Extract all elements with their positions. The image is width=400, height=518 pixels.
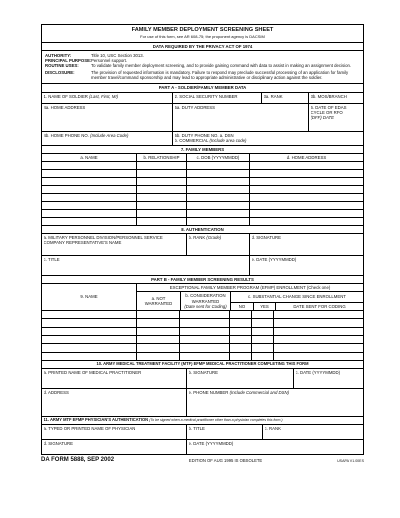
ssn-field[interactable]: 2. SOCIAL SECURITY NUMBER: [172, 93, 261, 103]
privacy-header: DATA REQUIRED BY THE PRIVACY ACT OF 1974: [152, 43, 253, 49]
practitioner-phone-field[interactable]: e. PHONE NUMBER (Include Commercial and DSN): [186, 389, 363, 416]
rank-field[interactable]: 3a. RANK: [261, 93, 308, 103]
family-row[interactable]: [42, 185, 363, 193]
authority-label: AUTHORITY:: [45, 52, 72, 58]
family-rows: [42, 161, 363, 225]
practitioner-date-field[interactable]: c. DATE (YYYYMMDD): [293, 369, 363, 388]
usapa-version: USAPA V1.00ES: [337, 459, 364, 463]
screening-row[interactable]: [42, 343, 363, 351]
purpose-text: Personnel support.: [91, 57, 128, 63]
section-11-hint: (To be signed when a medical practitioner other than a physician completes this form.): [149, 418, 283, 423]
family-row[interactable]: [42, 217, 363, 225]
auth-row-1: [42, 233, 363, 255]
screening-row[interactable]: [42, 335, 363, 343]
sec11-row-2: [42, 439, 363, 454]
part-b-column-header: [42, 283, 363, 310]
section-11-header: 11. ARMY MTF EFMP PHYSICIAN'S AUTHENTICATION: [43, 418, 149, 423]
auth-date-field[interactable]: e. DATE (YYYYMMDD): [249, 256, 363, 275]
sec10-row-1: [42, 368, 363, 388]
auth-header-row: [42, 225, 363, 233]
form-box: [41, 24, 364, 455]
home-phone-field[interactable]: 4b. HOME PHONE NO. (Include Area Code): [43, 132, 129, 138]
col-name: 9. NAME: [80, 294, 98, 300]
screening-row[interactable]: [42, 310, 363, 318]
edas-date-field[interactable]: 6. DATE OF EDAS CYCLE OR RFO (DFF) DATE: [308, 104, 363, 131]
edition-note: EDITION OF AUG 1995 IS OBSOLETE: [188, 458, 263, 463]
family-col-dob: c. DOB (YYYYMMDD): [196, 154, 240, 160]
routine-uses-label: ROUTINE USES:: [45, 62, 79, 68]
auth-signature-field[interactable]: d. SIGNATURE: [249, 234, 363, 255]
part-a-header-row: [42, 83, 363, 91]
sec11-header-row: [42, 416, 363, 424]
col-substantial-change: c. SUBSTANTIAL CHANGE SINCE ENROLLMENT: [248, 294, 346, 300]
part-a-row-2: [42, 103, 363, 131]
practitioner-signature-field[interactable]: b. SIGNATURE: [186, 369, 293, 388]
screening-row[interactable]: [42, 318, 363, 326]
purpose-label: PRINCIPAL PURPOSE:: [45, 57, 91, 63]
part-a-header: PART A - SOLDIER/FAMILY MEMBER DATA: [158, 85, 247, 91]
section-10-header: 10. ARMY MEDICAL TREATMENT FACILITY (MTF) EFMP MEDICAL PRACTITIONER COMPLETING THIS FORM: [96, 362, 309, 367]
family-col-name: a. NAME: [80, 154, 98, 160]
screening-row[interactable]: [42, 327, 363, 335]
disclosure-text: The provision of requested information is mandatory. Failure to respond may preclude successful processing of an application for family member travel/command sponsorship and may lead to appropriate administrative or disciplinary action against the soldier.: [91, 70, 349, 81]
col-consideration-warranted: b. CONSIDERATION WARRANTED: [185, 293, 226, 304]
screening-rows: [42, 310, 363, 360]
mpd-rep-name-field[interactable]: a. MILITARY PERSONNEL DIVISION/PERSONNEL SERVICE COMPANY REPRESENTATIVE'S NAME: [43, 235, 163, 246]
form-page: [41, 24, 364, 463]
form-number: DA FORM 5888, SEP 2002: [41, 457, 115, 463]
part-b-header-row: [42, 275, 363, 283]
physician-name-field[interactable]: a. TYPED OR PRINTED NAME OF PHYSICIAN: [43, 426, 136, 431]
physician-rank-field[interactable]: c. RANK: [262, 425, 363, 439]
mos-branch-field[interactable]: 3b. MOS/BRANCH: [308, 93, 363, 103]
family-col-address: d. HOME ADDRESS: [286, 154, 327, 160]
family-col-relationship: b. RELATIONSHIP: [143, 154, 180, 160]
family-row[interactable]: [42, 161, 363, 169]
screening-row[interactable]: [42, 352, 363, 360]
physician-date-field[interactable]: e. DATE (YYYYMMDD): [186, 440, 363, 454]
home-address-field[interactable]: 4a. HOME ADDRESS: [43, 104, 86, 110]
col-no: NO: [238, 303, 246, 309]
soldier-name-field[interactable]: 1. NAME OF SOLDIER (Last, First, MI): [43, 93, 119, 99]
privacy-header-row: [42, 42, 363, 50]
col-consideration-hint: (Date sent for Coding): [184, 303, 227, 309]
sec10-header-row: [42, 360, 363, 368]
family-members-header: 7. FAMILY MEMBERS: [180, 146, 225, 152]
efmp-enrollment-header: EXCEPTIONAL FAMILY MEMBER PROGRAM (EFMP) ENROLLMENT (Check one): [169, 285, 331, 291]
form-footer: [41, 455, 364, 463]
sec10-row-2: [42, 388, 363, 416]
form-subtitle: For use of this form, see AR 608-75; the proponent agency is DACSIM: [140, 34, 265, 39]
part-a-row-3: [42, 131, 363, 145]
practitioner-name-field[interactable]: a. PRINTED NAME OF MEDICAL PRACTITIONER: [43, 370, 142, 376]
auth-rank-field[interactable]: b. RANK (Grade): [186, 234, 249, 255]
authority-text: Title 10, USC Section 3013.: [91, 52, 144, 58]
form-title: FAMILY MEMBER DEPLOYMENT SCREENING SHEET: [131, 27, 274, 33]
privacy-block: [42, 50, 363, 84]
auth-title-field[interactable]: c. TITLE: [43, 257, 60, 263]
sec11-row-1: [42, 424, 363, 439]
duty-phone-field[interactable]: 5b. DUTY PHONE NO. a. DSN b. COMMERCIAL (Include area code): [172, 132, 363, 145]
family-header-row: [42, 145, 363, 153]
routine-uses-text: To validate family member deployment screening, and to provide gaining command with data to assist in making an assignment decision.: [91, 62, 352, 68]
authentication-header: 8. AUTHENTICATION: [181, 226, 224, 232]
part-a-row-1: [42, 92, 363, 103]
physician-signature-field[interactable]: d. SIGNATURE: [43, 441, 74, 446]
col-date-sent: DATE SENT FOR CODING: [293, 303, 346, 309]
auth-row-2: [42, 255, 363, 275]
physician-title-field[interactable]: b. TITLE: [186, 425, 262, 439]
practitioner-address-field[interactable]: d. ADDRESS: [43, 390, 69, 396]
col-yes: YES: [260, 303, 269, 309]
duty-address-field[interactable]: 5a. DUTY ADDRESS: [172, 104, 308, 131]
family-row[interactable]: [42, 209, 363, 217]
family-row[interactable]: [42, 177, 363, 185]
family-row[interactable]: [42, 193, 363, 201]
disclosure-label: DISCLOSURE:: [45, 70, 75, 76]
form-header: [42, 25, 363, 42]
family-row[interactable]: [42, 169, 363, 177]
family-columns-row: [42, 153, 363, 161]
col-not-warranted: a. NOT WARRANTED: [144, 295, 173, 307]
family-row[interactable]: [42, 201, 363, 209]
part-b-header: PART B - FAMILY MEMBER SCREENING RESULTS: [151, 277, 254, 283]
